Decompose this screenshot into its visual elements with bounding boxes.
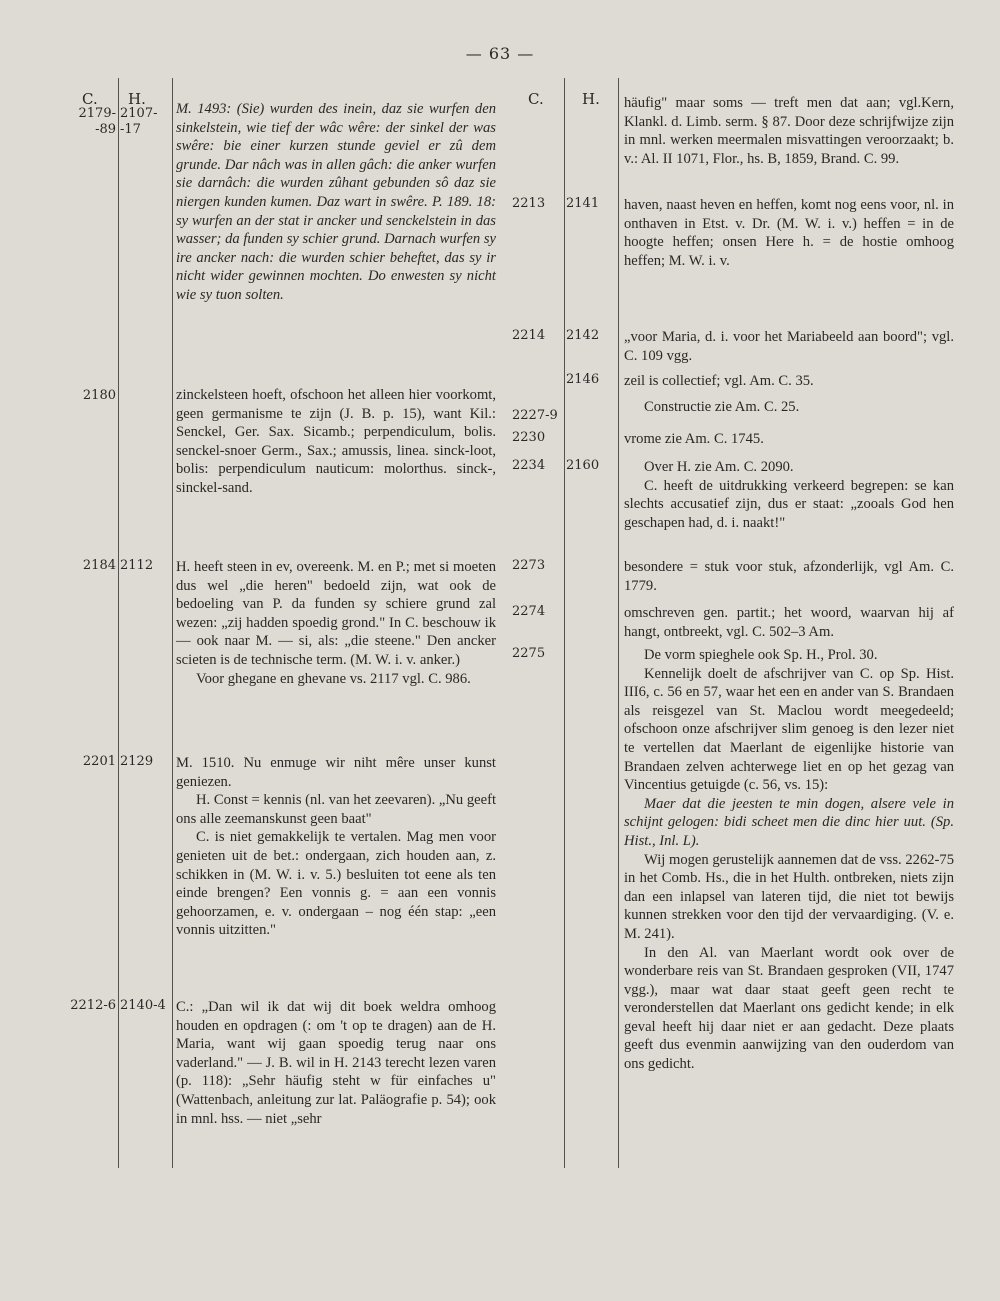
- commentary-text: zinckelsteen hoeft, ofschoon het alleen hier voorkomt, geen germanisme te zijn (J. B. p. 15), want Kil.: Senckel, Ger. Sax. Sicamb.; perpendiculum, bolis. senckel-snoer Germ., Sax.; amussis, linea. sinck-loot, bolis: perpendiculum nauticum: molorthus. sinck-, sinckel-sand.: [176, 387, 496, 496]
- commentary-text: zeil is collectief; vgl. Am. C. 35.: [624, 373, 814, 389]
- c-verse-number: 2273: [512, 558, 546, 573]
- commentary-text: H. heeft steen in ev, overeenk. M. en P.; met si moeten dus wel „die heren" bedoeld zijn, wat ook de bedoeling van P. da funden sy schiere grund zal wezen: „zij hadden spoedig grond." In C. beschouw ik — ook naar M. — si, als: „die steene." Den ancker scieten is de technische term. (M. W. i. v. anker.) Voor ghegane en ghevane vs. 2117 vgl. C. 986.: [176, 559, 496, 687]
- h-verse-number: 2107- -17: [120, 106, 158, 137]
- c-verse-number: 2274: [512, 604, 546, 619]
- c-verse-number: 2227-9: [512, 408, 558, 423]
- column-rule: [564, 78, 565, 1168]
- commentary-text: „voor Maria, d. i. voor het Mariabeeld aan boord"; vgl. C. 109 vgg.: [624, 329, 954, 364]
- commentary-text: haven, naast heven en heffen, komt nog eens voor, nl. in onthaven in Etst. v. Dr. (M. W. i. v.) heffen = in de hoogte heffen; onsen Here h. = de hostie omhoog heffen; M. W. i. v.: [624, 197, 954, 269]
- h-verse-number: 2146: [566, 372, 600, 387]
- c-verse-number: 2180: [82, 388, 116, 403]
- h-verse-number: 2129: [120, 754, 154, 769]
- h-verse-number: 2140-4: [120, 998, 166, 1013]
- h-verse-number: 2160: [566, 458, 600, 473]
- commentary-text: M. 1493: (Sie) wurden des inein, daz sie wurfen den sinkelstein, wie tief der wâc wêre: der sinkel der was swêre: bie einer kurzen stunde geviel er zû dem grunde. Dar nâch was in allen gâch: die anker wurfen sie darnâch: die wurden zûhant gebunden sô daz sie niergen kunden kumen. Daz wart in swêre. P. 189. 18: sy wurfen an der stat ir ancker und senckelstein in das wasser; da funden sy schier grund. Darnach wurfen sy ire ancker nach: die wurden schier beheftet, das sy ir nicht wider gewinnen mochten. Do enwesten sy nicht wie sy tuon solten.: [176, 101, 496, 303]
- commentary-text: C.: „Dan wil ik dat wij dit boek weldra omhoog houden en opdragen (: om 't op te dragen) aan de H. Maria, want wij gaan spoedig terug naar ons vaderland." — J. B. wil in H. 2143 terecht lezen varen (p. 118): „Sehr häufig steht w für einfaches u" (Wattenbach, anleitung zur lat. Paläografie p. 54); ook in mnl. hss. — niet „sehr: [176, 999, 496, 1127]
- page-number: — 63 —: [465, 44, 535, 63]
- c-verse-number: 2213: [512, 196, 546, 211]
- h-verse-number: 2141: [566, 196, 600, 211]
- commentary-text: Constructie zie Am. C. 25.: [644, 399, 800, 415]
- c-verse-number: 2212-6: [70, 998, 116, 1013]
- c-verse-number: 2230: [512, 430, 546, 445]
- c-verse-number: 2214: [512, 328, 546, 343]
- commentary-text: häufig" maar soms — treft men dat aan; vgl.Kern, Klankl. d. Limb. serm. § 87. Door deze schrijfwijze zijn in mnl. werken meermalen misvattingen veroorzaakt; b. v.: Al. II 1071, Flor., hs. B, 1859, Brand. C. 99.: [624, 95, 954, 167]
- c-verse-number: 2201: [82, 754, 116, 769]
- column-header-c: C.: [528, 90, 544, 108]
- c-verse-number: 2179- -89: [78, 106, 116, 137]
- h-verse-number: 2112: [120, 558, 154, 573]
- commentary-text: besondere = stuk voor stuk, afzonderlijk, vgl Am. C. 1779.: [624, 559, 954, 594]
- column-rule: [118, 78, 119, 1168]
- h-verse-number: 2142: [566, 328, 600, 343]
- commentary-text: Over H. zie Am. C. 2090. C. heeft de uitdrukking verkeerd begrepen: se kan slechts accusatief zijn, dus er staat: „zooals God hen geschapen had, d. i. naakt!": [624, 459, 954, 531]
- right-column: [512, 78, 957, 1168]
- column-rule: [618, 78, 619, 1168]
- c-verse-number: 2234: [512, 458, 546, 473]
- c-verse-number: 2184: [82, 558, 116, 573]
- commentary-text: vrome zie Am. C. 1745.: [624, 431, 764, 447]
- commentary-text: omschreven gen. partit.; het woord, waarvan hij af hangt, ontbreekt, vgl. C. 502–3 Am.: [624, 605, 954, 640]
- column-header-h: H.: [582, 90, 600, 108]
- column-header-h: H.: [128, 90, 146, 108]
- commentary-text: M. 1510. Nu enmuge wir niht mêre unser kunst geniezen. H. Const = kennis (nl. van het zeevaren). „Nu geeft ons alle zeemanskunst geen baat" C. is niet gemakkelijk te vertalen. Mag men voor genieten uit de bet.: ondergaan, zich houden aan, z. schikken in (M. W. i. v. 5.) besluiten tot eene als ten einde brengen? Een vonnis g. = aan een vonnis gehoorzamen, e. v. ondergaan – nog één stap: „een vonnis uitzitten.": [176, 755, 497, 939]
- commentary-text: De vorm spieghele ook Sp. H., Prol. 30. Kennelijk doelt de afschrijver van C. op Sp. Hist. III6, c. 56 en 57, waar het een en ander van S. Brandaen als reisgezel van St. Maclou wordt meegedeeld; ofschoon onze afschrijver slim genoeg is den lezer niet te vertellen dat Maerlant de eigenlijke historie van Brandaen zelven achterwege liet en op het gezag van Vincentius getuigde (c. 56, vs. 15): Maer dat die jeesten te min dogen, alsere vele in schijnt gelogen: bidi scheet men die dinc hier uut. (Sp. Hist., Inl. L). Wij mogen gerustelijk aannemen dat de vss. 2262-75 in het Comb. Hs., die in het Hulth. ontbreken, niets zijn dan een inlapsel van lateren tijd, die niet tot bewijs kunnen strekken voor den tijd der vervaardiging. (V. e. M. 241). In den Al. van Maerlant wordt ook over de wonderbare reis van St. Brandaen gesproken (VII, 1747 vgg.), maar wat daar staat geeft geen recht te veronderstellen dat Maerlant ons gedicht kende; in elk geval heeft hij daar niet er aan gedacht. Deze plaats geeft dus evenmin aanwijzing van den ouderdom van ons gedicht.: [624, 647, 954, 1073]
- c-verse-number: 2275: [512, 646, 546, 661]
- left-column: [60, 78, 500, 1168]
- column-header-c: C.: [82, 90, 98, 108]
